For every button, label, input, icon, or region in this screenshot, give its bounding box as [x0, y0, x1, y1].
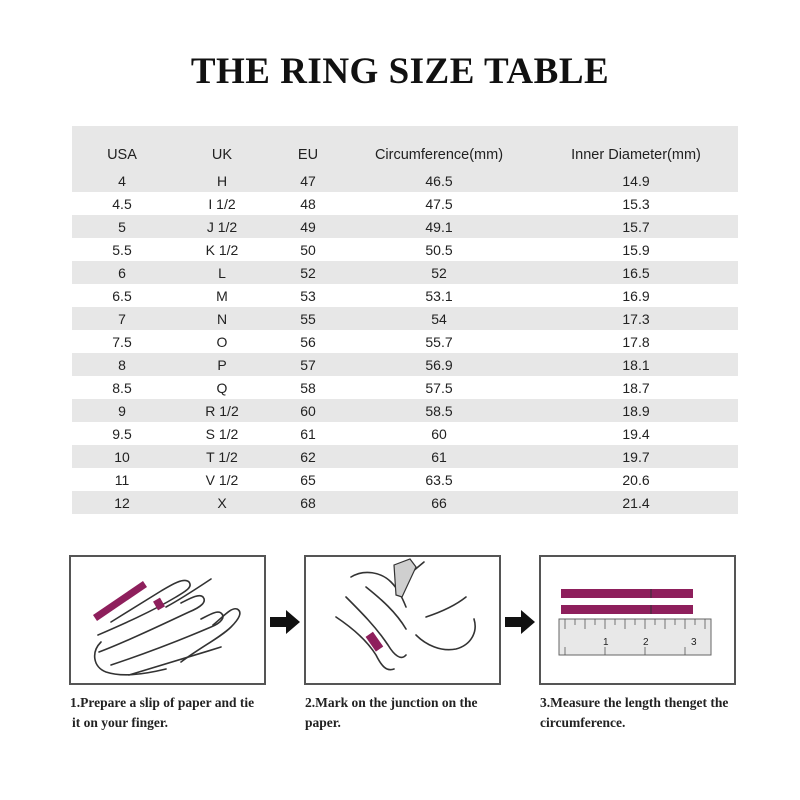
cell-circumference: 61	[431, 448, 447, 465]
table-header	[72, 126, 738, 169]
cell-uk: T 1/2	[206, 448, 238, 465]
cell-circumference: 49.1	[425, 218, 453, 235]
cell-inner-diameter: 17.3	[622, 310, 650, 327]
cell-circumference: 63.5	[425, 471, 453, 488]
cell-inner-diameter: 18.7	[622, 379, 650, 396]
cell-usa: 9.5	[112, 425, 132, 442]
cell-circumference: 58.5	[425, 402, 453, 419]
table-row	[72, 330, 738, 353]
table-row	[72, 261, 738, 284]
table-row	[72, 468, 738, 491]
measuring-steps	[0, 550, 800, 800]
cell-circumference: 57.5	[425, 379, 453, 396]
page-title: THE RING SIZE TABLE	[190, 51, 610, 92]
cell-uk: V 1/2	[205, 471, 239, 488]
ruler-number-2: 2	[643, 637, 649, 648]
cell-eu: 55	[300, 310, 316, 327]
cell-usa: 5.5	[112, 241, 132, 258]
cell-circumference: 66	[431, 494, 447, 511]
cell-usa: 12	[114, 494, 130, 511]
header-uk: UK	[211, 147, 233, 163]
cell-inner-diameter: 14.9	[622, 172, 650, 189]
cell-inner-diameter: 19.7	[622, 448, 650, 465]
cell-eu: 60	[300, 402, 316, 419]
cell-eu: 48	[300, 195, 316, 212]
cell-inner-diameter: 18.1	[622, 356, 650, 373]
header-circumference: Circumference(mm)	[374, 147, 504, 163]
step-3-caption	[540, 693, 728, 733]
cell-uk: I 1/2	[208, 195, 236, 212]
cell-eu: 62	[300, 448, 316, 465]
cell-inner-diameter: 19.4	[622, 425, 650, 442]
cell-circumference: 52	[431, 264, 447, 281]
table-row	[72, 491, 738, 514]
step-3-illustration	[539, 555, 736, 685]
cell-circumference: 46.5	[425, 172, 453, 189]
arrow-2-icon	[505, 610, 535, 639]
cell-circumference: 50.5	[425, 241, 453, 258]
cell-uk: J 1/2	[206, 218, 238, 235]
cell-eu: 68	[300, 494, 316, 511]
cell-inner-diameter: 16.5	[622, 264, 650, 281]
cell-uk: L	[218, 264, 226, 281]
step-3-caption-line-1: 3.Measure the length thenget the	[540, 695, 729, 710]
header-inner-diameter: Inner Diameter(mm)	[571, 147, 701, 163]
cell-uk: N	[216, 310, 228, 327]
cell-usa: 4	[118, 172, 126, 189]
cell-usa: 6	[118, 264, 126, 281]
cell-inner-diameter: 21.4	[622, 494, 650, 511]
cell-uk: P	[217, 356, 227, 373]
cell-usa: 11	[114, 471, 130, 488]
table-row	[72, 238, 738, 261]
cell-inner-diameter: 17.8	[622, 333, 650, 350]
table-row	[72, 399, 738, 422]
cell-eu: 56	[300, 333, 316, 350]
cell-circumference: 53.1	[425, 287, 453, 304]
cell-uk: M	[216, 287, 228, 304]
table-row	[72, 445, 738, 468]
cell-circumference: 56.9	[425, 356, 453, 373]
step-1-caption-line-1: 1.Prepare a slip of paper and tie	[70, 695, 255, 710]
cell-inner-diameter: 15.3	[622, 195, 650, 212]
table-row	[72, 376, 738, 399]
table-row	[72, 192, 738, 215]
cell-eu: 49	[300, 218, 316, 235]
cell-inner-diameter: 18.9	[622, 402, 650, 419]
table-row	[72, 353, 738, 376]
ruler-number-3: 3	[691, 637, 697, 648]
step-1-caption	[70, 693, 254, 733]
cell-usa: 10	[114, 448, 130, 465]
step-2-caption-line-1: 2.Mark on the junction on the	[305, 695, 478, 710]
cell-uk: X	[217, 494, 227, 511]
header-eu: EU	[297, 147, 319, 163]
paper-strip-and-ruler-icon	[541, 557, 734, 683]
cell-eu: 52	[300, 264, 316, 281]
cell-usa: 5	[118, 218, 126, 235]
cell-usa: 6.5	[112, 287, 132, 304]
cell-circumference: 60	[431, 425, 447, 442]
cell-inner-diameter: 15.9	[622, 241, 650, 258]
table-row	[72, 215, 738, 238]
step-1-illustration	[69, 555, 266, 685]
step-2-illustration	[304, 555, 501, 685]
cell-uk: S 1/2	[205, 425, 239, 442]
header-usa: USA	[107, 147, 137, 163]
cell-eu: 65	[300, 471, 316, 488]
table-row	[72, 169, 738, 192]
table-row	[72, 284, 738, 307]
cell-eu: 61	[300, 425, 316, 442]
cell-eu: 50	[300, 241, 316, 258]
hand-marking-with-pen-icon	[306, 557, 499, 683]
ring-size-table	[72, 126, 738, 514]
cell-inner-diameter: 16.9	[622, 287, 650, 304]
cell-usa: 7	[118, 310, 126, 327]
cell-uk: Q	[216, 379, 228, 396]
cell-uk: K 1/2	[205, 241, 239, 258]
cell-usa: 7.5	[112, 333, 132, 350]
cell-usa: 4.5	[112, 195, 132, 212]
cell-usa: 9	[118, 402, 126, 419]
cell-circumference: 47.5	[425, 195, 453, 212]
cell-circumference: 55.7	[425, 333, 453, 350]
step-2-caption	[305, 693, 478, 733]
cell-eu: 58	[300, 379, 316, 396]
cell-eu: 47	[300, 172, 316, 189]
cell-uk: O	[216, 333, 228, 350]
cell-uk: H	[216, 172, 228, 189]
arrow-1-icon	[270, 610, 300, 639]
cell-circumference: 54	[431, 310, 447, 327]
cell-usa: 8	[118, 356, 126, 373]
ruler-number-1: 1	[603, 637, 609, 648]
cell-usa: 8.5	[112, 379, 132, 396]
table-body	[72, 169, 738, 514]
cell-eu: 57	[300, 356, 316, 373]
table-row	[72, 422, 738, 445]
step-2-caption-line-2: paper.	[305, 715, 341, 730]
cell-inner-diameter: 20.6	[622, 471, 650, 488]
cell-inner-diameter: 15.7	[622, 218, 650, 235]
hand-with-paper-strip-icon	[71, 557, 264, 683]
step-1-caption-line-2: it on your finger.	[72, 715, 169, 730]
cell-uk: R 1/2	[205, 402, 239, 419]
table-row	[72, 307, 738, 330]
cell-eu: 53	[300, 287, 316, 304]
step-3-caption-line-2: circumference.	[540, 715, 626, 730]
